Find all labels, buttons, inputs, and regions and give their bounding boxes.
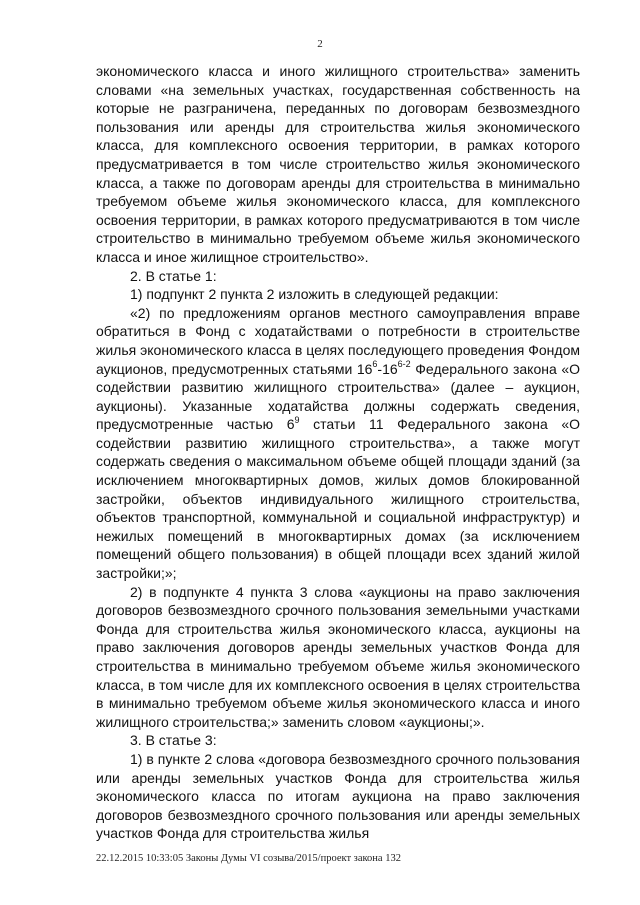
article-1-item-2: 2) в подпункте 4 пункта 3 слова «аукционы на право заключения договоров безвозмездного срочного пользования земельными участками Фонда для строительства жилья экономического класса, аукционы на право заключения договоров аренды земельных участков Фонда для строительства в минимально требуемом объеме жилья экономического класса, в том числе для их комплексного освоения в целях строительства в минимально требуемом объеме жилья экономического класса и иного жилищного строительства;» заменить словом «аукционы;».: [96, 583, 580, 730]
paragraph-continuation: экономического класса и иного жилищного строительства» заменить словами «на земельных участках, государственная собственность на которые не разграничена, переданных по договорам безвозмездного пользования или аренды для строительства жилья экономического класса, для комплексного освоения территории, в рамках которого предусматривается в том числе строительство жилья экономического класса, а также по договорам аренды для строительства в минимально требуемом объеме жилья экономического класса, для комплексного освоения территории, в рамках которого предусматриваются в том числе строительство в минимально требуемом объеме жилья экономического класса и иное жилищное строительство».: [96, 63, 580, 265]
article-1-subitem-2-text: [96, 304, 580, 583]
text-run: Федерального закона «О содействии развитию жилищного строительства» (далее – аукцион, аукционы). Указанные ходатайства должны содержать сведения, предусмотренные частью 6: [96, 360, 580, 433]
article-1-heading: 2. В статье 1:: [130, 267, 217, 284]
text-run: -16: [377, 360, 398, 377]
document-footer: 22.12.2015 10:33:05 Законы Думы VI созыва/2015/проект закона 132: [96, 853, 401, 864]
article-3-heading: 3. В статье 3:: [130, 732, 217, 749]
article-3-item-1: 1) в пункте 2 слова «договора безвозмездного срочного пользования или аренды земельных участков Фонда для строительства жилья экономического класса по итогам аукциона на право заключения договоров безвозмездного срочного пользования или аренды земельных участков Фонда для строительства жилья: [96, 750, 580, 842]
text-run: статьи 11 Федерального закона «О содействии развитию жилищного строительства», а также могут содержать сведения о максимальном объеме общей площади зданий (за исключением многоквартирных домов, жилых домов блокированной застройки, объектов индивидуального жилищного строительства, объектов транспортной, коммунальной и социальной инфраструктур) и нежилых помещений в многоквартирных домах (за исключением помещений общего пользования) в общей площади всех зданий жилой застройки;»;: [96, 416, 580, 582]
text-run: «2) по предложениям органов местного самоуправления вправе обратиться в Фонд с ходатайствами о потребности в строительстве жилья экономического класса в целях последующего проведения Фондом аукционов, предусмотренных статьями 16: [96, 304, 580, 377]
superscript: 6: [372, 358, 378, 369]
superscript: 9: [294, 414, 300, 425]
article-1-item-1: 1) подпункт 2 пункта 2 изложить в следующей редакции:: [130, 286, 499, 303]
document-body: [96, 62, 580, 843]
page-number: 2: [317, 38, 323, 50]
superscript: 6-2: [397, 358, 411, 369]
